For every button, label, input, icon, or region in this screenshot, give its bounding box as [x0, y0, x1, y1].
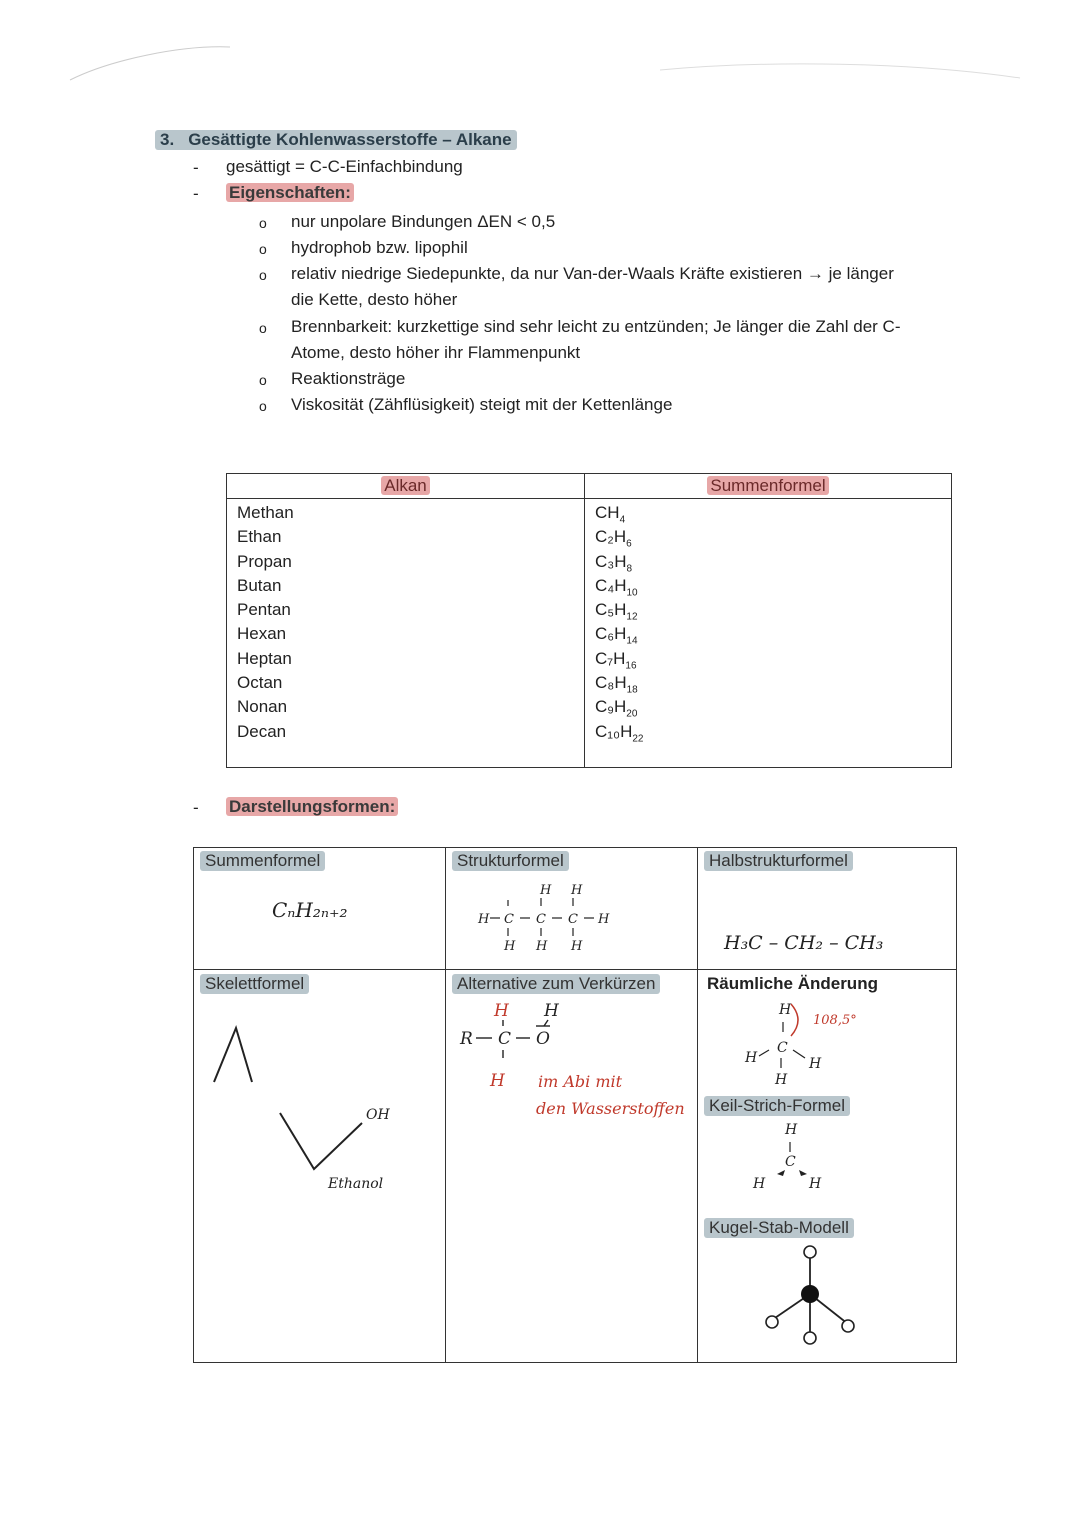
kugel-stab-label: Kugel-Stab-Modell — [704, 1218, 854, 1238]
keil-strich-label: Keil-Strich-Formel — [704, 1096, 850, 1116]
property-3b: die Kette, desto höher — [291, 290, 458, 309]
alkane-table — [226, 473, 952, 768]
skelettformel-label: Skelettformel — [200, 974, 309, 994]
table-body-row — [227, 499, 952, 768]
atom-c: C — [785, 1154, 796, 1170]
alternative-note-2: den Wasserstoffen — [536, 1099, 685, 1118]
top-scribble-right — [650, 50, 1030, 100]
atom-h: H — [536, 939, 548, 954]
halbstruktur-handwritten: H₃C – CH₂ – CH₃ — [724, 932, 884, 954]
formula-row: $C_{10}H_{22}$ — [595, 721, 644, 745]
bullet: o — [259, 215, 267, 231]
atom-c: C — [777, 1040, 788, 1056]
property-3a: relativ niedrige Siedepunkte, da nur Van-der-Waals Kräfte existieren → je länger — [291, 264, 894, 283]
property-4b: Atome, desto höher ihr Flammenpunkt — [291, 343, 581, 362]
skelett-ethanol-drawing — [274, 1103, 374, 1173]
skelett-oh-label: OH — [366, 1107, 390, 1123]
atom-c: C — [504, 912, 514, 927]
alternative-note-1: im Abi mit — [538, 1072, 623, 1091]
property-4a: Brennbarkeit: kurzkettige sind sehr leicht zu entzünden; Je länger die Zahl der C- — [291, 317, 901, 336]
table-header-summenformel: Summenformel — [585, 474, 952, 499]
formula-row: $C_8H_{18}$ — [595, 673, 638, 696]
table-row: Nonan — [237, 697, 288, 717]
atom-h: H — [598, 912, 610, 927]
kugel-stab-drawing — [754, 1240, 864, 1350]
section-title: Gesättigte Kohlenwasserstoffe – Alkane — [188, 130, 512, 149]
skelett-ethanol-label: Ethanol — [328, 1176, 384, 1192]
alkane-names-cell — [227, 499, 585, 768]
atom-h: H — [753, 1176, 766, 1192]
summenformel-handwritten: CₙH₂ₙ₊₂ — [272, 898, 348, 922]
section-heading — [155, 130, 517, 150]
bullet: o — [259, 320, 267, 336]
summenformel-label: Summenformel — [200, 851, 325, 871]
table-row: Hexan — [237, 624, 287, 644]
atom-h: H — [745, 1050, 758, 1066]
formula-row: $C_2H_6$ — [595, 527, 632, 550]
table-row: Heptan — [237, 648, 292, 668]
atom-h: H — [779, 1002, 792, 1018]
table-row: Ethan — [237, 527, 282, 547]
dash-2: - — [193, 184, 199, 203]
bullet: o — [259, 241, 267, 257]
property-6: Viskosität (Zähflüsigkeit) steigt mit der Kettenlänge — [291, 395, 673, 414]
atom-h: H — [544, 1001, 559, 1021]
atom-h: H — [494, 1001, 509, 1021]
properties-heading: Eigenschaften: — [226, 183, 354, 202]
atom-o: O — [536, 1029, 550, 1049]
atom-h: H — [478, 912, 490, 927]
angle-label: 108,5° — [813, 1013, 857, 1028]
formula-row: $C_7H_{16}$ — [595, 648, 637, 672]
atom-h: H — [785, 1122, 798, 1138]
atom-c: C — [568, 912, 578, 927]
table-row: Butan — [237, 575, 282, 595]
section-number: 3. — [160, 130, 175, 149]
formula-row: $C_4H_{10}$ — [595, 575, 638, 599]
representations-grid — [193, 847, 957, 1363]
table-row: Propan — [237, 551, 292, 571]
atom-h: H — [571, 939, 583, 954]
property-1: nur unpolare Bindungen ΔEN < 0,5 — [291, 212, 556, 231]
top-scribble-left — [60, 35, 240, 95]
table-row: Methan — [237, 503, 294, 522]
saturated-line: gesättigt = C-C-Einfachbindung — [226, 157, 463, 176]
atom-h: H — [571, 883, 583, 898]
strukturformel-drawing — [476, 878, 626, 958]
atom-h: H — [504, 939, 516, 954]
formula-row: $C_9H_{20}$ — [595, 697, 638, 720]
bullet: o — [259, 372, 267, 388]
atom-c: C — [536, 912, 546, 927]
bullet: o — [259, 267, 267, 283]
property-5: Reaktionsträge — [291, 369, 406, 388]
alkane-formulas-cell — [585, 499, 952, 768]
formula-row: $C_5H_{12}$ — [595, 600, 638, 623]
formula-row: $CH_4$ — [595, 503, 626, 526]
raeumlich-drawing — [739, 996, 869, 1092]
atom-c: C — [498, 1029, 512, 1049]
property-2: hydrophob bzw. lipophil — [291, 238, 468, 257]
dash-1: - — [193, 158, 199, 177]
atom-h: H — [775, 1072, 788, 1088]
dash-3: - — [193, 798, 199, 817]
table-row: Octan — [237, 673, 283, 693]
table-header-alkan: Alkan — [227, 474, 585, 499]
atom-h: H — [809, 1056, 822, 1072]
skelett-propane-drawing — [204, 1018, 264, 1088]
representations-heading: Darstellungsformen: — [226, 797, 398, 816]
keil-strich-drawing — [749, 1118, 829, 1198]
table-header-row — [227, 474, 952, 499]
atom-r: R — [460, 1029, 473, 1049]
halbstrukturformel-label: Halbstrukturformel — [704, 851, 853, 871]
formula-row: $C_6H_{14}$ — [595, 624, 638, 647]
alternative-label: Alternative zum Verkürzen — [452, 974, 660, 994]
atom-h: H — [540, 883, 552, 898]
formula-row: $C_3H_8$ — [595, 551, 633, 574]
atom-h: H — [490, 1071, 505, 1091]
raeumliche-label: Räumliche Änderung — [707, 974, 878, 993]
table-row: Decan — [237, 721, 287, 741]
bullet: o — [259, 398, 267, 414]
strukturformel-label: Strukturformel — [452, 851, 569, 871]
table-row: Pentan — [237, 600, 291, 620]
atom-h: H — [809, 1176, 822, 1192]
